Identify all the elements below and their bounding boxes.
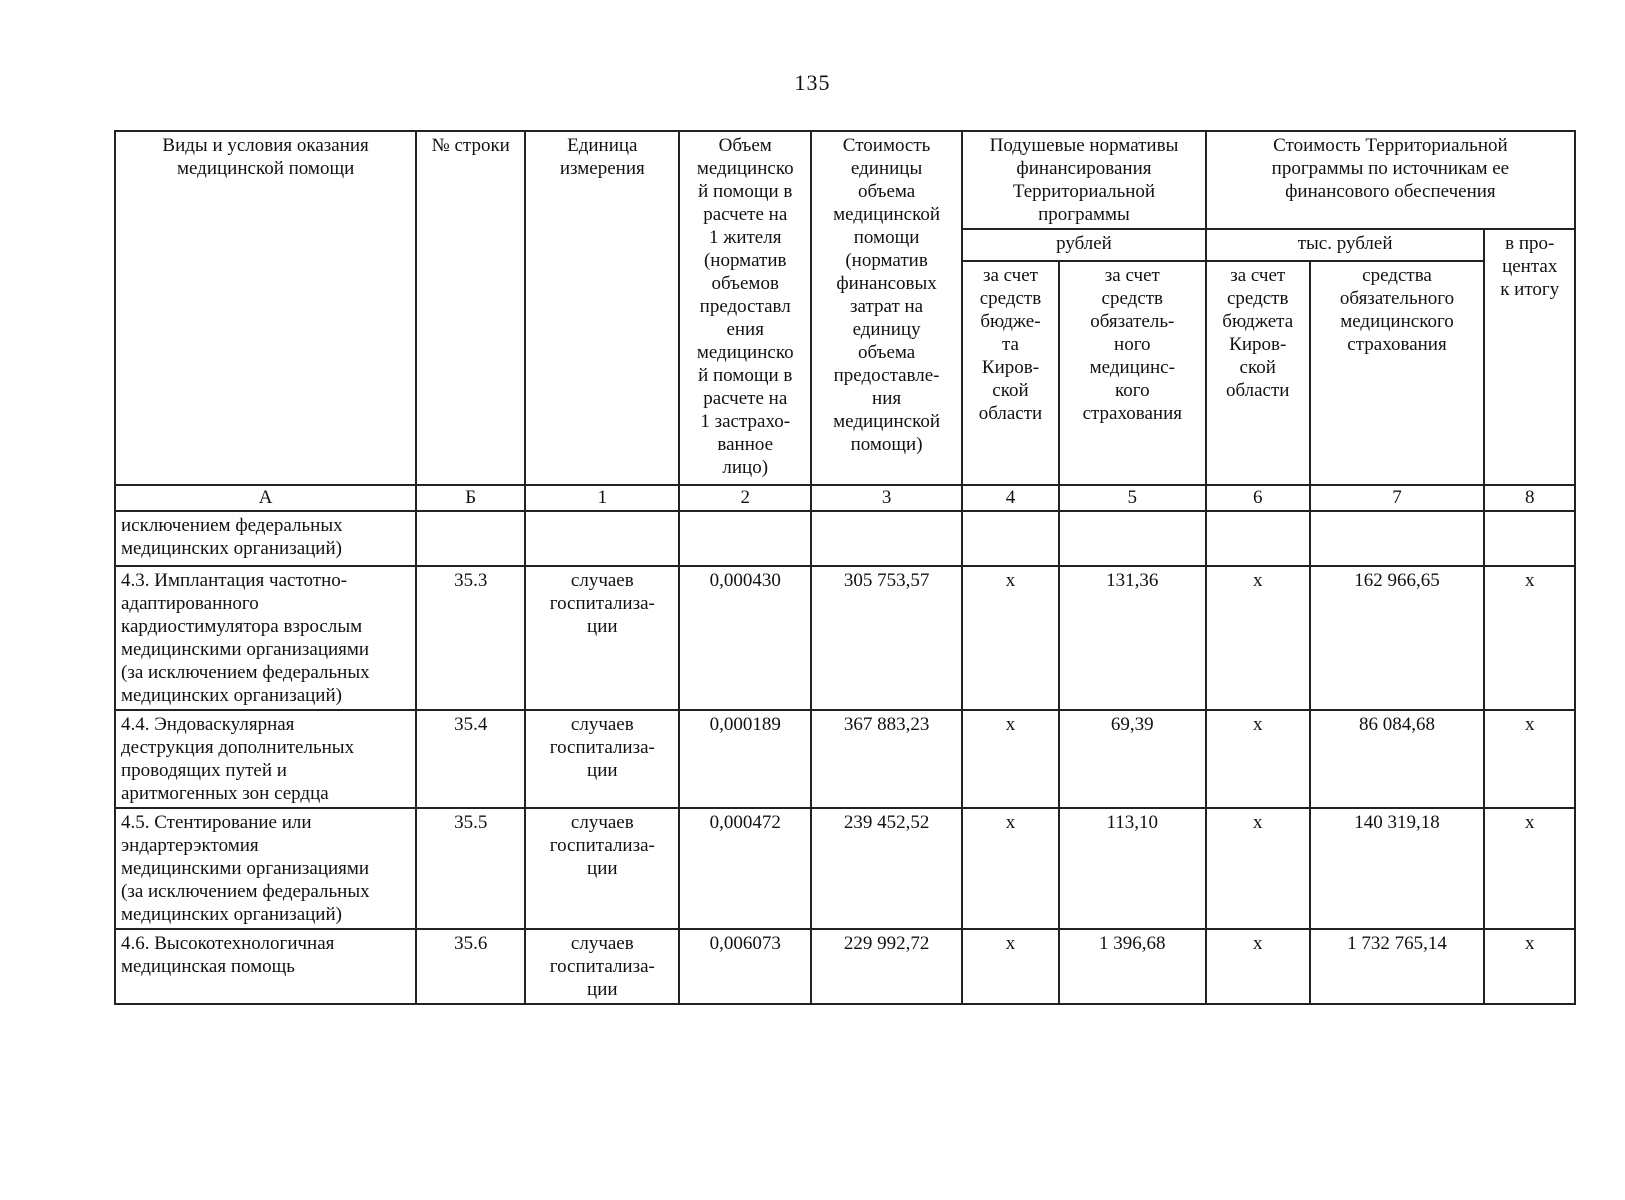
row-unit: случаев госпитализа- ции: [525, 710, 679, 808]
row-name: 4.5. Стентирование или эндартерэктомия медицинскими организациями (за исключением федеральных медицинских организаций): [115, 808, 416, 929]
column-letter: 1: [525, 485, 679, 511]
column-letter: 8: [1484, 485, 1575, 511]
row-unit: [525, 511, 679, 566]
column-letters-row: [115, 485, 1575, 511]
row-percent: х: [1484, 710, 1575, 808]
column-letter: 3: [811, 485, 962, 511]
column-letter: 5: [1059, 485, 1206, 511]
table-row: [115, 929, 1575, 1004]
row-oms-rubles: 113,10: [1059, 808, 1206, 929]
row-regional-budget-thousand: [1206, 511, 1310, 566]
column-letter: 7: [1310, 485, 1485, 511]
column-letter: А: [115, 485, 416, 511]
row-regional-budget-thousand: х: [1206, 929, 1310, 1004]
header-oms-rubles: за счет средств обязатель- ного медицинс- кого страхования: [1059, 261, 1206, 485]
row-unit-cost: 239 452,52: [811, 808, 962, 929]
row-regional-budget-rubles: х: [962, 808, 1059, 929]
header-percent-of-total: в про- центах к итогу: [1484, 229, 1575, 485]
row-name: 4.4. Эндоваскулярная деструкция дополнительных проводящих путей и аритмогенных зон сердца: [115, 710, 416, 808]
table-row: [115, 808, 1575, 929]
page-number: 135: [794, 70, 831, 95]
row-percent: х: [1484, 808, 1575, 929]
row-line-number: 35.5: [416, 808, 525, 929]
header-line-number: № строки: [416, 131, 525, 485]
header-unit-cost: Стоимость единицы объема медицинской помощи (норматив финансовых затрат на единицу объема предоставле- ния медицинской помощи): [811, 131, 962, 485]
column-letter: 4: [962, 485, 1059, 511]
row-unit: случаев госпитализа- ции: [525, 929, 679, 1004]
row-unit-cost: 229 992,72: [811, 929, 962, 1004]
row-percent: х: [1484, 929, 1575, 1004]
header-row-1: [115, 131, 1575, 229]
row-line-number: [416, 511, 525, 566]
header-unit: Единица измерения: [525, 131, 679, 485]
table-row: [115, 710, 1575, 808]
column-letter: Б: [416, 485, 525, 511]
row-volume: 0,000189: [679, 710, 811, 808]
header-care-types: Виды и условия оказания медицинской помощи: [115, 131, 416, 485]
header-unit-rubles: рублей: [962, 229, 1206, 261]
row-unit: случаев госпитализа- ции: [525, 566, 679, 710]
row-regional-budget-thousand: х: [1206, 566, 1310, 710]
row-volume: 0,000430: [679, 566, 811, 710]
header-unit-thousand-rubles: тыс. рублей: [1206, 229, 1485, 261]
row-name: исключением федеральных медицинских организаций): [115, 511, 416, 566]
row-line-number: 35.4: [416, 710, 525, 808]
row-percent: [1484, 511, 1575, 566]
header-program-cost-group: Стоимость Территориальной программы по источникам ее финансового обеспечения: [1206, 131, 1575, 229]
row-unit-cost: [811, 511, 962, 566]
header-regional-budget-thousand: за счет средств бюджета Киров- ской области: [1206, 261, 1310, 485]
header-oms-thousand: средства обязательного медицинского страхования: [1310, 261, 1485, 485]
row-unit: случаев госпитализа- ции: [525, 808, 679, 929]
row-oms-thousand: 162 966,65: [1310, 566, 1485, 710]
row-oms-thousand: 86 084,68: [1310, 710, 1485, 808]
financing-table: [114, 130, 1576, 1005]
header-per-capita-group: Подушевые нормативы финансирования Территориальной программы: [962, 131, 1206, 229]
table-row: [115, 566, 1575, 710]
row-volume: [679, 511, 811, 566]
row-volume: 0,006073: [679, 929, 811, 1004]
row-line-number: 35.6: [416, 929, 525, 1004]
row-regional-budget-rubles: х: [962, 566, 1059, 710]
row-regional-budget-rubles: х: [962, 929, 1059, 1004]
row-oms-rubles: 69,39: [1059, 710, 1206, 808]
row-unit-cost: 305 753,57: [811, 566, 962, 710]
row-oms-rubles: 1 396,68: [1059, 929, 1206, 1004]
row-oms-rubles: 131,36: [1059, 566, 1206, 710]
row-name: 4.6. Высокотехнологичная медицинская помощь: [115, 929, 416, 1004]
row-percent: х: [1484, 566, 1575, 710]
row-oms-thousand: 140 319,18: [1310, 808, 1485, 929]
row-oms-thousand: 1 732 765,14: [1310, 929, 1485, 1004]
row-regional-budget-rubles: х: [962, 710, 1059, 808]
row-oms-thousand: [1310, 511, 1485, 566]
row-regional-budget-thousand: х: [1206, 808, 1310, 929]
row-regional-budget-rubles: [962, 511, 1059, 566]
header-regional-budget-rubles: за счет средств бюдже- та Киров- ской области: [962, 261, 1059, 485]
header-volume: Объем медицинско й помощи в расчете на 1 жителя (норматив объемов предоставл ения медицинско й помощи в расчете на 1 застрахо- ванное лицо): [679, 131, 811, 485]
row-volume: 0,000472: [679, 808, 811, 929]
row-line-number: 35.3: [416, 566, 525, 710]
row-regional-budget-thousand: х: [1206, 710, 1310, 808]
table-row: [115, 511, 1575, 566]
row-name: 4.3. Имплантация частотно- адаптированного кардиостимулятора взрослым медицинскими организациями (за исключением федеральных медицинских организаций): [115, 566, 416, 710]
column-letter: 2: [679, 485, 811, 511]
row-oms-rubles: [1059, 511, 1206, 566]
row-unit-cost: 367 883,23: [811, 710, 962, 808]
column-letter: 6: [1206, 485, 1310, 511]
